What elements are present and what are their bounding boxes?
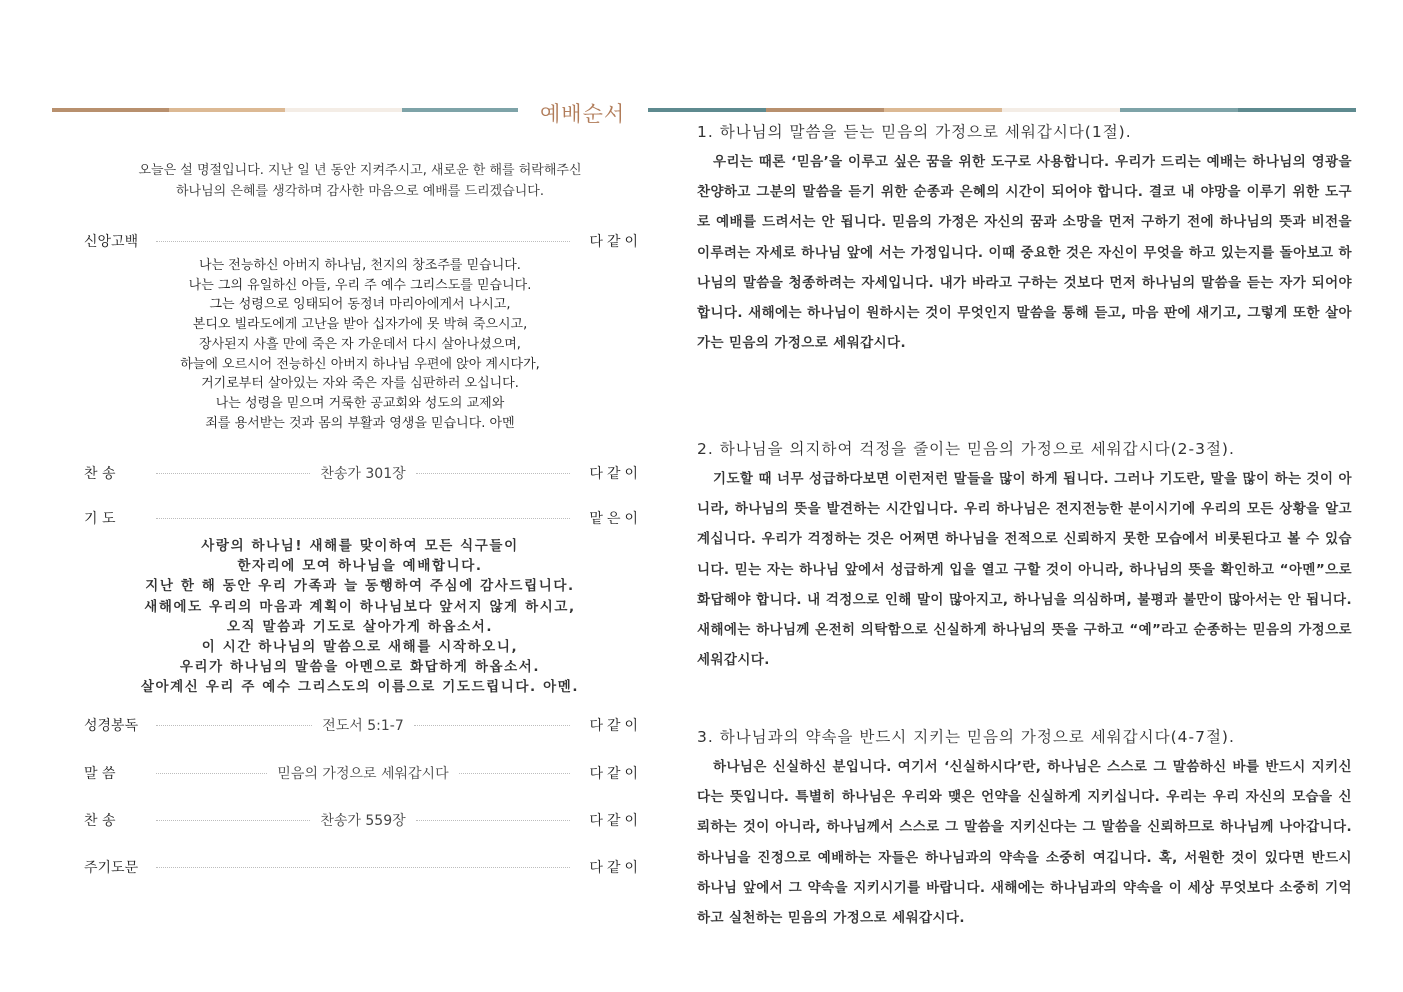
creed-line: 장사된지 사흘 만에 죽은 자 가운데서 다시 살아나셨으며, xyxy=(199,336,521,352)
dotted-leader xyxy=(459,773,570,774)
color-segment xyxy=(884,108,1002,112)
dotted-leader xyxy=(156,241,570,242)
order-item-hymn-2 xyxy=(84,809,642,831)
order-item-creed xyxy=(84,230,642,252)
order-item-who: 다같이 xyxy=(589,234,642,250)
order-item-label: 찬 송 xyxy=(84,466,116,482)
color-segment xyxy=(766,108,884,112)
color-segment xyxy=(1002,108,1120,112)
order-item-label: 말 씀 xyxy=(84,766,116,782)
sermon-section-heading: 3. 하나님과의 약속을 반드시 지키는 믿음의 가정으로 세워갑시다(4-7절). xyxy=(697,728,1235,746)
order-item-who: 맡은이 xyxy=(589,511,642,527)
order-item-who: 다같이 xyxy=(589,813,642,829)
prayer-line: 사랑의 하나님! 새해를 맞이하여 모든 식구들이 xyxy=(201,538,519,554)
creed-line: 나는 전능하신 아버지 하나님, 천지의 창조주를 믿습니다. xyxy=(199,258,521,273)
order-item-who: 다같이 xyxy=(589,718,643,734)
order-item-label: 기 도 xyxy=(84,511,116,527)
dotted-leader xyxy=(156,473,310,474)
creed-line: 본디오 빌라도에게 고난을 받아 십자가에 못 박혀 죽으시고, xyxy=(192,317,528,333)
order-item-label: 성경봉독 xyxy=(84,718,139,734)
dotted-leader xyxy=(156,820,310,821)
creed-line: 거기로부터 살아있는 자와 죽은 자를 심판하러 오십니다. xyxy=(201,376,519,392)
header-color-bar-left xyxy=(52,108,518,112)
color-segment xyxy=(402,108,519,112)
order-item-who: 다같이 xyxy=(589,766,643,782)
creed-line: 그는 성령으로 잉태되어 동정녀 마리아에게서 나시고, xyxy=(209,297,511,313)
order-item-label: 찬 송 xyxy=(84,813,116,829)
prayer-line: 우리가 하나님의 말씀을 아멘으로 화답하게 하옵소서. xyxy=(179,659,541,676)
dotted-leader xyxy=(156,518,570,519)
color-segment xyxy=(169,108,286,112)
sermon-section-body: 우리는 때론 ‘믿음’을 이루고 싶은 꿈을 위한 도구로 사용합니다. 우리가 드리는 예배는 하나님의 영광을 찬양하고 그분의 말씀을 듣기 위한 순종과 은혜의 시간이 되어야 합니다. 결코 내 야망을 이루기 위한 도구로 예배를 드려서는 안 됩니다. 믿음의 가정은 자신의 꿈과 소망을 먼저 구하기 전에 하나님의 뜻과 비전을 이루려는 자세로 하나님 앞에 서는 가정입니다. 이때 중요한 것은 자신이 무엇을 하고 있는지를 돌아보고 하나님의 말씀을 청종하려는 자세입니다. 내가 바라고 구하는 것보다 먼저 하나님의 말씀을 듣는 자가 되어야 합니다. 새해에는 하나님이 원하시는 것이 무엇인지 말씀을 통해 듣고, 마음 판에 새기고, 그렇게 또한 살아가는 믿음의 가정으로 세워갑시다. xyxy=(697,154,1352,352)
creed-line: 나는 성령을 믿으며 거룩한 공교회와 성도의 교제와 xyxy=(215,395,505,411)
intro-text xyxy=(80,160,640,202)
prayer-text xyxy=(80,536,640,698)
order-item-detail: 찬송가 559장 xyxy=(320,813,406,829)
creed-line: 죄를 용서받는 것과 몸의 부활과 영생을 믿습니다. 아멘 xyxy=(205,415,515,431)
prayer-line: 오직 말씀과 기도로 살아가게 하옵소서. xyxy=(226,618,494,635)
header-color-bar-right xyxy=(648,108,1356,112)
prayer-line: 한자리에 모여 하나님을 예배합니다. xyxy=(237,558,483,575)
sermon-section-heading: 2. 하나님을 의지하여 걱정을 줄이는 믿음의 가정으로 세워갑시다(2-3절). xyxy=(697,440,1235,458)
color-segment xyxy=(1120,108,1238,112)
order-item-prayer xyxy=(84,507,642,529)
order-item-scripture xyxy=(84,714,642,736)
order-item-who: 다같이 xyxy=(589,860,642,876)
apostles-creed xyxy=(80,256,640,433)
order-item-hymn-1 xyxy=(84,462,642,484)
dotted-leader xyxy=(156,867,570,868)
intro-line: 오늘은 설 명절입니다. 지난 일 년 동안 지켜주시고, 새로운 한 해를 허락해주신 xyxy=(138,163,582,178)
page-title: 예배순서 xyxy=(540,102,626,126)
order-item-who: 다같이 xyxy=(589,466,642,482)
color-segment xyxy=(285,108,402,112)
prayer-line: 이 시간 하나님의 말씀으로 새해를 시작하오니, xyxy=(201,639,519,656)
dotted-leader xyxy=(414,725,570,726)
dotted-leader xyxy=(416,473,570,474)
order-item-detail: 찬송가 301장 xyxy=(320,466,406,482)
sermon-section-heading: 1. 하나님의 말씀을 듣는 믿음의 가정으로 세워갑시다(1절). xyxy=(697,123,1132,141)
order-item-lords-prayer xyxy=(84,856,642,878)
intro-line: 하나님의 은혜를 생각하며 감사한 마음으로 예배를 드리겠습니다. xyxy=(176,184,544,199)
dotted-leader xyxy=(156,773,267,774)
creed-line: 하늘에 오르시어 전능하신 아버지 하나님 우편에 앉아 계시다가, xyxy=(180,356,540,372)
order-item-label: 주기도문 xyxy=(84,860,139,876)
order-item-detail: 믿음의 가정으로 세워갑시다 xyxy=(277,766,449,782)
color-segment xyxy=(1238,108,1356,112)
sermon-section-body: 하나님은 신실하신 분입니다. 여기서 ‘신실하시다’란, 하나님은 스스로 그 말씀하신 바를 반드시 지키신다는 뜻입니다. 특별히 하나님은 우리와 맺은 언약을 신실하게 지키십니다. 우리는 우리 자신의 모습을 신뢰하는 것이 아니라, 하나님께서 스스로 그 말씀을 지키신다는 그 말씀을 신뢰하므로 하나님께 나아갑니다. 하나님을 진정으로 예배하는 자들은 하나님과의 약속을 소중히 여깁니다. 혹, 서원한 것이 있다면 반드시 하나님 앞에서 그 약속을 지키시기를 바랍니다. 새해에는 하나님과의 약속을 이 세상 무엇보다 소중히 기억하고 실천하는 믿음의 가정으로 세워갑시다. xyxy=(697,759,1352,927)
prayer-line: 지난 한 해 동안 우리 가족과 늘 동행하여 주심에 감사드립니다. xyxy=(145,578,575,595)
prayer-line: 새해에도 우리의 마음과 계획이 하나님보다 앞서지 않게 하시고, xyxy=(144,598,576,615)
color-segment xyxy=(648,108,766,112)
order-item-sermon xyxy=(84,762,642,784)
dotted-leader xyxy=(416,820,570,821)
dotted-leader xyxy=(156,725,312,726)
sermon-section-body: 기도할 때 너무 성급하다보면 이런저런 말들을 많이 하게 됩니다. 그러나 기도란, 말을 많이 하는 것이 아니라, 하나님의 뜻을 발견하는 시간입니다. 우리 하나님은 전지전능한 분이시기에 우리의 모든 상황을 알고 계십니다. 우리가 걱정하는 것은 어쩌면 하나님을 전적으로 신뢰하지 못한 모습에서 비롯된다고 볼 수 있습니다. 믿는 자는 하나님 앞에서 성급하게 입을 열고 구할 것이 아니라, 하나님의 뜻을 확인하고 “아멘”으로 화답해야 합니다. 내 걱정으로 인해 말이 많아지고, 하나님을 의심하며, 불평과 불만이 많아서는 안 됩니다. 새해에는 하나님께 온전히 의탁함으로 신실하게 하나님의 뜻을 구하고 “예”라고 순종하는 믿음의 가정으로 세워갑시다. xyxy=(697,471,1352,669)
creed-line: 나는 그의 유일하신 아들, 우리 주 예수 그리스도를 믿습니다. xyxy=(188,277,532,293)
prayer-line: 살아계신 우리 주 예수 그리스도의 이름으로 기도드립니다. 아멘. xyxy=(140,679,580,696)
order-item-label: 신앙고백 xyxy=(84,234,139,250)
order-item-detail: 전도서 5:1-7 xyxy=(322,718,404,734)
color-segment xyxy=(52,108,169,112)
